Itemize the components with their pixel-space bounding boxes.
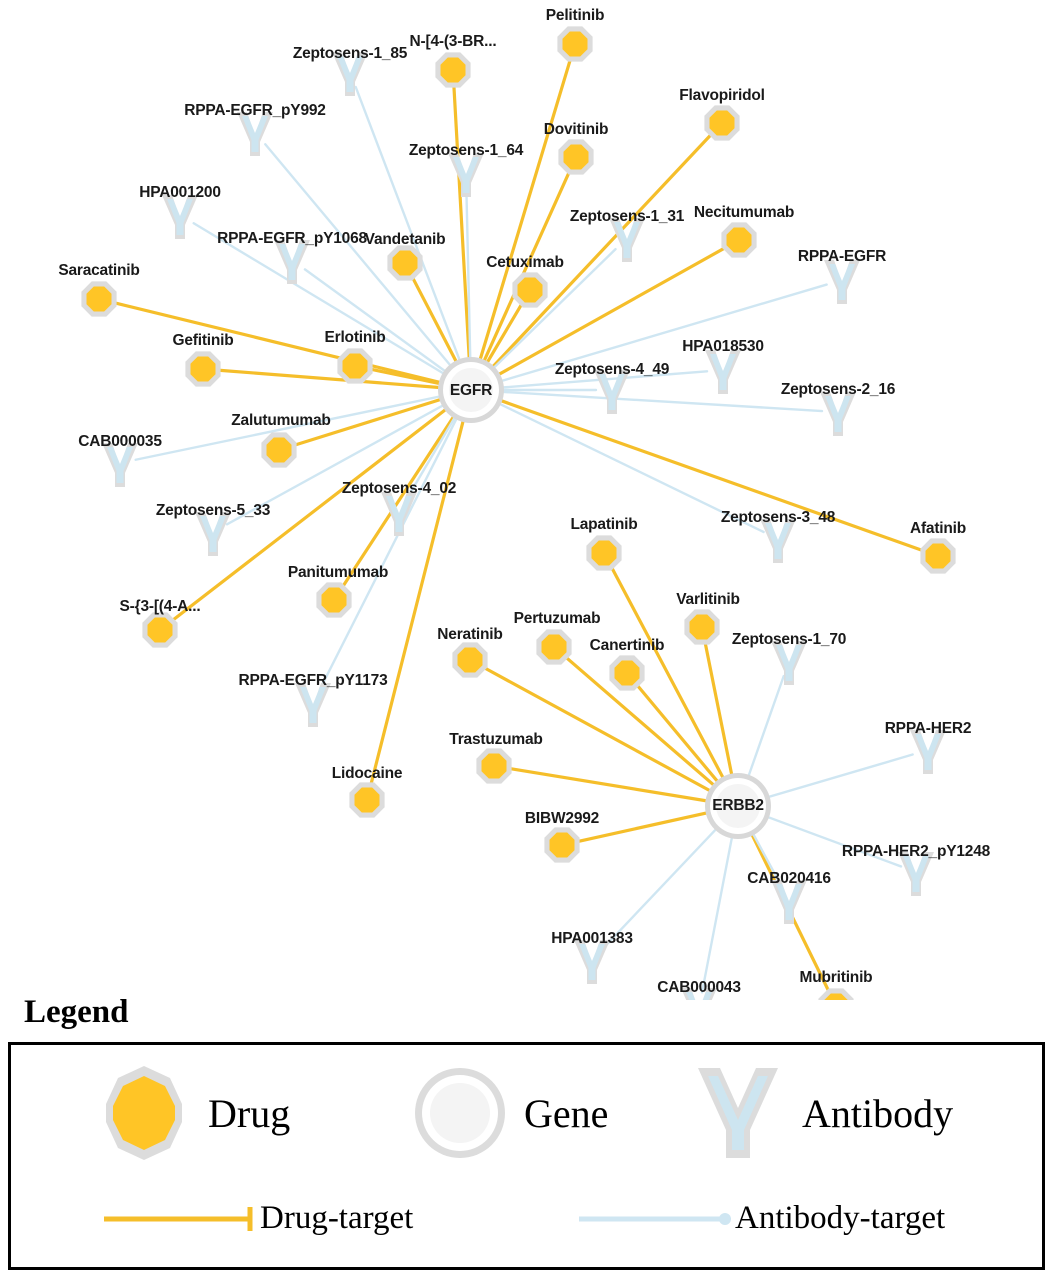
legend-antibody-label: Antibody	[802, 1090, 954, 1136]
drug-node[interactable]	[690, 615, 715, 640]
drug-target-edge	[705, 643, 733, 783]
antibody-node[interactable]	[200, 516, 226, 552]
drug-node[interactable]	[563, 32, 588, 57]
drug-label: BIBW2992	[524, 810, 600, 827]
drug-label: Gefitinib	[172, 332, 234, 349]
drug-node[interactable]	[267, 438, 292, 463]
legend-drug-target-label: Drug-target	[260, 1200, 414, 1236]
antibody-target-edge	[495, 391, 822, 411]
drug-node[interactable]	[393, 251, 418, 276]
drug-label: Lidocaine	[331, 765, 403, 782]
antibody-label: RPPA-EGFR	[797, 248, 887, 265]
antibody-label: HPA001383	[551, 930, 633, 947]
antibody-label: Zeptosens-3_48	[720, 509, 836, 526]
drug-label: Zalutumumab	[231, 412, 331, 429]
antibody-label: RPPA-EGFR_pY1068	[217, 230, 367, 247]
drug-label: Varlitinib	[676, 591, 740, 608]
drug-node[interactable]	[550, 833, 575, 858]
legend-drug-label: Drug	[208, 1090, 291, 1136]
drug-node[interactable]	[148, 618, 173, 643]
antibody-label: Zeptosens-1_70	[731, 631, 847, 648]
legend-drug	[96, 1060, 290, 1166]
antibody-label: RPPA-EGFR_pY1173	[238, 672, 388, 689]
antibody-target-edge	[746, 676, 784, 783]
drug-node[interactable]	[191, 357, 216, 382]
antibody-node[interactable]	[776, 645, 802, 681]
legend-gene	[412, 1060, 608, 1166]
legend-antibody	[690, 1060, 953, 1166]
legend-drug-target	[100, 1200, 413, 1237]
antibody-label: Zeptosens-4_49	[554, 361, 670, 378]
antibody-node[interactable]	[710, 354, 736, 390]
drug-target-edge	[343, 410, 458, 586]
drug-label: Canertinib	[589, 637, 665, 654]
drug-label: Erlotinib	[324, 329, 386, 346]
drug-node[interactable]	[592, 541, 617, 566]
antibody-label: HPA001200	[139, 184, 221, 201]
drug-label: Lapatinib	[570, 516, 638, 533]
antibody-node[interactable]	[614, 222, 640, 258]
antibody-target-edge	[702, 830, 733, 993]
drug-node[interactable]	[518, 278, 543, 303]
drug-node[interactable]	[87, 287, 112, 312]
antibody-label: Zeptosens-1_31	[569, 208, 685, 225]
drug-node[interactable]	[441, 58, 466, 83]
antibody-label: RPPA-EGFR_pY992	[184, 102, 326, 119]
antibody-node[interactable]	[279, 244, 305, 280]
drug-target-edge	[412, 277, 460, 369]
legend-antibody-target-label: Antibody-target	[735, 1200, 946, 1236]
antibody-label: CAB000043	[657, 979, 741, 996]
drug-node[interactable]	[727, 228, 752, 253]
drug-label: N-[4-(3-BR...	[409, 33, 497, 50]
drug-target-edge	[637, 685, 722, 787]
antibody-node[interactable]	[167, 199, 193, 235]
gene-label: EGFR	[449, 382, 493, 399]
drug-label: Necitumumab	[693, 204, 795, 221]
gene-label: ERBB2	[712, 797, 764, 814]
drug-label: Trastuzumab	[449, 731, 543, 748]
antibody-node[interactable]	[765, 523, 791, 559]
drug-node[interactable]	[355, 788, 380, 813]
legend-symbols-row	[0, 1060, 1053, 1170]
antibody-target-edge	[761, 755, 913, 800]
drug-node[interactable]	[322, 588, 347, 613]
antibody-label: Zeptosens-5_33	[155, 502, 271, 519]
antibody-node[interactable]	[825, 396, 851, 432]
legend-gene-label: Gene	[524, 1090, 609, 1136]
drug-node[interactable]	[458, 648, 483, 673]
drug-label: Cetuximab	[486, 254, 564, 271]
antibody-target-edge	[305, 269, 452, 375]
antibody-label: Zeptosens-4_02	[341, 480, 457, 497]
drug-node[interactable]	[926, 544, 951, 569]
drug-label: Afatinib	[909, 520, 967, 537]
drug-node[interactable]	[564, 145, 589, 170]
drug-label: Mubritinib	[799, 969, 873, 986]
drug-node[interactable]	[482, 754, 507, 779]
antibody-label: RPPA-HER2_pY1248	[841, 843, 991, 860]
drug-label: Vandetanib	[364, 231, 446, 248]
drug-node[interactable]	[542, 635, 567, 660]
antibody-label: HPA018530	[682, 338, 764, 355]
antibody-label: Zeptosens-1_64	[408, 142, 524, 159]
antibody-node[interactable]	[107, 447, 133, 483]
antibody-node[interactable]	[579, 944, 605, 980]
drug-target-edge	[494, 398, 923, 551]
drug-label: Neratinib	[437, 626, 503, 643]
drug-node[interactable]	[710, 111, 735, 136]
drug-target-edge	[115, 303, 448, 384]
antibody-label: RPPA-HER2	[884, 720, 972, 737]
gene-icon	[412, 1060, 508, 1166]
antibody-node[interactable]	[776, 884, 802, 920]
drug-target-edge	[510, 769, 715, 803]
drug-node[interactable]	[615, 661, 640, 686]
drug-icon	[96, 1060, 192, 1166]
antibody-icon	[690, 1060, 786, 1166]
antibody-label: Zeptosens-2_16	[780, 381, 896, 398]
drug-label: Pelitinib	[545, 7, 605, 24]
legend-edges-row	[0, 1190, 1053, 1250]
drug-node[interactable]	[343, 354, 368, 379]
drug-label: Dovitinib	[543, 121, 609, 138]
antibody-node[interactable]	[300, 687, 326, 723]
drug-label: S-{3-[(4-A...	[119, 598, 201, 615]
antibody-node[interactable]	[903, 856, 929, 892]
drug-label: Saracatinib	[58, 262, 140, 279]
drug-target-edge-icon	[100, 1203, 260, 1235]
antibody-label: CAB000035	[78, 433, 162, 450]
drug-label: Flavopiridol	[679, 87, 765, 104]
drug-label: Pertuzumab	[513, 610, 601, 627]
antibody-node[interactable]	[915, 734, 941, 770]
antibody-target-edge	[356, 87, 463, 368]
legend-antibody-target	[575, 1200, 945, 1237]
antibody-node[interactable]	[242, 116, 268, 152]
antibody-target-edge-icon	[575, 1203, 735, 1235]
drug-label: Panitumumab	[287, 564, 389, 581]
antibody-label: CAB020416	[747, 870, 831, 887]
legend-title: Legend	[24, 994, 129, 1030]
antibody-label: Zeptosens-1_85	[292, 45, 408, 62]
antibody-node[interactable]	[829, 264, 855, 300]
antibody-node[interactable]	[453, 157, 479, 193]
drug-target-edge	[478, 59, 570, 367]
